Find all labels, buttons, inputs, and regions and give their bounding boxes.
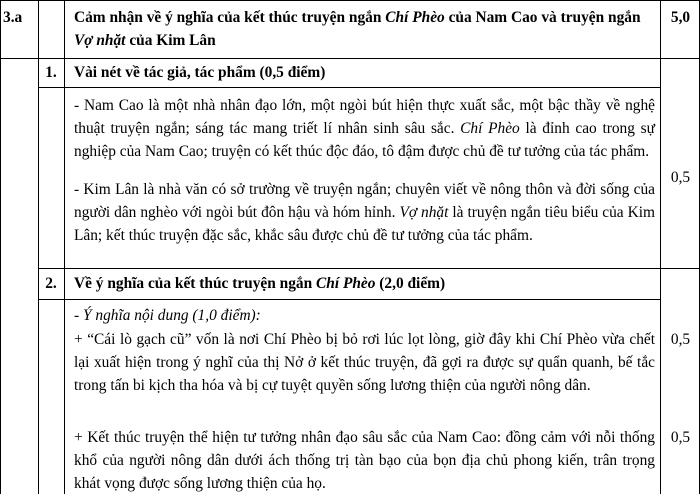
part-title-text: (2,0 điểm) <box>375 275 446 292</box>
work-title: Vợ nhặt <box>399 204 449 221</box>
row-divider <box>38 268 700 269</box>
analysis-item: + Kết thúc truyện thể hiện tư tưởng nhân đạo sâu sắc của Nam Cao: đồng cảm với nỗi thống khổ của người nông dân dưới ách thống trị tàn bạo của bọn địa chủ phong kiến, trân trọng khát vọng được sống lương thiện của họ. <box>74 429 655 492</box>
item-score: 0,5 <box>670 429 691 446</box>
part-number: 2. <box>45 275 57 292</box>
author-note-paragraph <box>74 94 655 163</box>
part-title-text: Về ý nghĩa của kết thúc truyện ngắn <box>74 275 316 292</box>
section-title <box>74 6 656 52</box>
part-title: Vài nét về tác giả, tác phẩm (0,5 điểm) <box>74 64 326 81</box>
section-title-work: Vợ nhặt <box>74 32 126 49</box>
paragraph-text: - Kim Lân là nhà văn có sở trường về truyện ngắn; chuyên viết về nông thôn và đời sống của người dân nghèo với ngòi bút đôn hậu và hóm hỉnh. <box>74 181 655 221</box>
work-title: Chí Phèo <box>460 120 520 137</box>
paragraph-text: là đỉnh cao trong sự nghiệp của Nam Cao; truyện có kết thúc độc đáo, tô đậm được chủ đề tư tưởng của tác phẩm. <box>74 120 655 160</box>
section-number: 3.a <box>3 9 23 26</box>
work-title: Chí Phèo <box>316 275 376 292</box>
column-divider <box>660 0 661 494</box>
section-title-text: Cảm nhận về ý nghĩa của kết thúc truyện ngắn <box>74 9 386 26</box>
analysis-item: + “Cái lò gạch cũ” vốn là nơi Chí Phèo bị bỏ rơi lúc lọt lòng, giờ đây khi Chí Phèo vừa chết lại xuất hiện trong ý nghĩ của thị Nở ở kết thúc truyện, đã gợi ra được sự quẩn quanh, bế tắc trong tấn bi kịch tha hóa và bị cự tuyệt quyền sống lương thiện của người nông dân. <box>74 331 655 394</box>
author-note-paragraph <box>74 178 655 247</box>
row-divider <box>38 87 660 88</box>
section-title-work: Chí Phèo <box>385 9 445 26</box>
row-divider <box>38 299 660 300</box>
section-score: 5,0 <box>670 9 691 26</box>
paragraph-text: là truyện ngắn tiêu biểu của Kim Lân; kết thúc truyện đặc sắc, khắc sâu được chủ đề tư tưởng của tác phẩm. <box>74 204 655 244</box>
subsection-heading: - Ý nghĩa nội dung (1,0 điểm): <box>74 307 261 324</box>
column-divider <box>64 0 65 58</box>
section-title-text: của Kim Lân <box>125 32 216 49</box>
border-left <box>0 0 1 494</box>
section-title-text: của Nam Cao và truyện ngắn <box>444 9 641 26</box>
part-score: 0,5 <box>670 169 691 186</box>
part-title <box>74 272 656 295</box>
paragraph-text: - Nam Cao là một nhà nhân đạo lớn, một ngòi bút hiện thực xuất sắc, một bậc thầy về nghệ thuật truyện ngắn; sáng tác mang triết lí nhân sinh sâu sắc. <box>74 97 655 137</box>
border-top <box>0 0 700 1</box>
item-score: 0,5 <box>670 331 691 348</box>
column-divider <box>64 58 65 494</box>
row-divider <box>0 58 700 59</box>
part-number: 1. <box>45 64 57 81</box>
